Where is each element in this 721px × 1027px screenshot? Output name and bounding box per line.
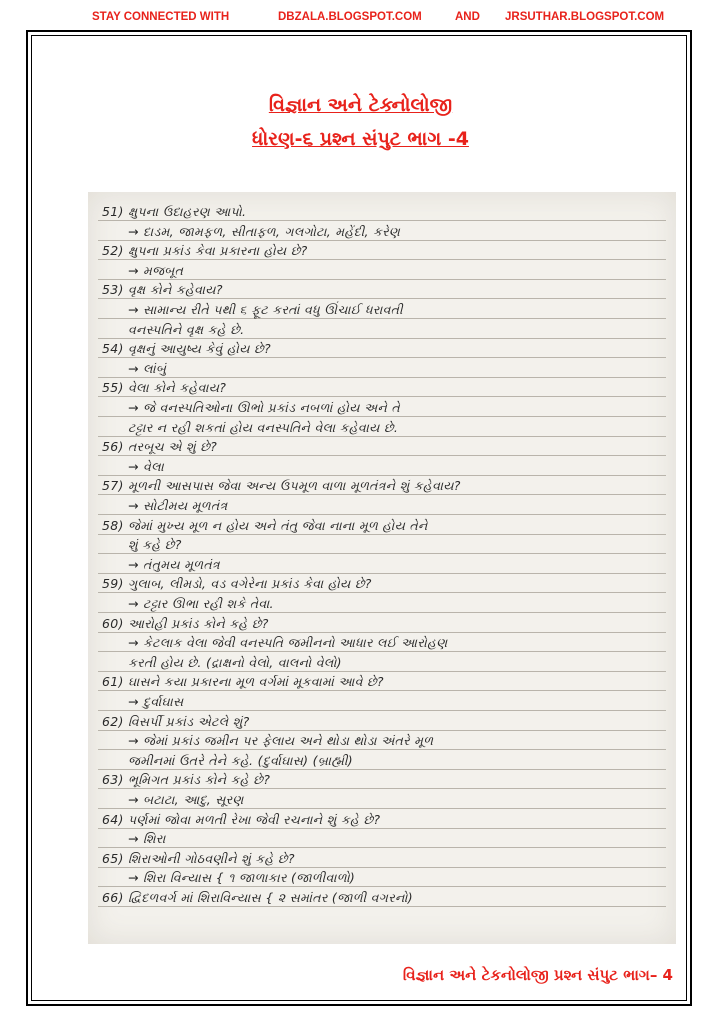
ruled-line xyxy=(98,710,666,711)
note-answer: → દુર્વાઘાસ xyxy=(128,694,184,709)
note-answer: → દાડમ, જામફળ, સીતાફળ, ગલગોટા, મહેંદી, કરેણ xyxy=(128,223,401,239)
note-answer: → સામાન્ય રીતે ૫થી ૬ ફૂટ કરતાં વધુ ઊંચાઈ ધરાવતી xyxy=(128,302,403,317)
ruled-line xyxy=(98,396,666,397)
note-question: 65) શિરાઓની ગોઠવણીને શું કહે છે? xyxy=(102,850,295,866)
handwritten-notes-sheet xyxy=(88,192,676,944)
ruled-line xyxy=(98,240,666,241)
note-question: 64) પર્ણમાં જોવા મળતી રેખા જેવી રચનાને શું કહે છે? xyxy=(102,811,381,827)
footer-title: વિજ્ઞાન અને ટેકનોલોજી પ્રશ્ન સંપુટ ભાગ– 4 xyxy=(402,966,673,984)
note-question: 54) વૃક્ષનું આયુષ્ય કેવું હોય છે? xyxy=(102,341,271,357)
ruled-line xyxy=(98,553,666,554)
note-answer: જમીનમાં ઉતરે તેને કહે. (દુર્વાઘાસ) (બ્રાહ્મી) xyxy=(128,752,353,768)
ruled-line xyxy=(98,749,666,750)
note-question: 60) આરોહી પ્રકાંડ કોને કહે છે? xyxy=(102,615,269,631)
ruled-line xyxy=(98,788,666,789)
note-answer: → શિરા xyxy=(128,831,166,847)
note-answer: વનસ્પતિને વૃક્ષ કહે છે. xyxy=(128,321,245,337)
ruled-line xyxy=(98,592,666,593)
header-bar xyxy=(0,8,721,28)
stay-connected-text: STAY CONNECTED WITH xyxy=(92,11,230,23)
note-answer: શું કહે છે? xyxy=(128,537,182,553)
ruled-line xyxy=(98,867,666,868)
ruled-line xyxy=(98,494,666,495)
note-answer: → સોટીમય મૂળતંત્ર xyxy=(128,498,228,513)
ruled-line xyxy=(98,377,666,378)
ruled-line xyxy=(98,573,666,574)
ruled-line xyxy=(98,808,666,809)
ruled-line xyxy=(98,612,666,613)
note-question: 59) ગુલાબ, લીમડો, વડ વગેરેના પ્રકાંડ કેવા હોય છે? xyxy=(102,576,372,592)
note-question: 66) દ્વિદળવર્ગ માં શિરાવિન્યાસ { ૨ સમાંતર (જાળી વગરનો) xyxy=(102,890,413,905)
note-question: 57) મૂળની આસપાસ જેવા અન્ય ઉપમૂળ વાળા મૂળતંત્રને શું કહેવાય? xyxy=(102,478,461,494)
ruled-line xyxy=(98,318,666,319)
note-answer: → જે વનસ્પતિઓના ઊભો પ્રકાંડ નબળાં હોય અને તે xyxy=(128,400,400,415)
note-question: 58) જેમાં મુખ્ય મૂળ ન હોય અને તંતુ જેવા નાના મૂળ હોય તેને xyxy=(102,517,428,533)
ruled-line xyxy=(98,514,666,515)
note-answer: → તંતુમય મૂળતંત્ર xyxy=(128,556,220,572)
note-answer: → કેટલાક વેલા જેવી વનસ્પતિ જમીનનો આધાર લઈ આરોહણ xyxy=(128,635,448,651)
page-title: વિજ્ઞાન અને ટેક્નોલોજી xyxy=(268,94,453,116)
note-question: 63) ભૂમિગત પ્રકાંડ કોને કહે છે? xyxy=(102,772,271,788)
ruled-line xyxy=(98,906,666,907)
note-question: 62) વિસર્પી પ્રકાંડ એટલે શું? xyxy=(102,713,250,729)
note-answer: → લાંબું xyxy=(128,360,167,376)
ruled-line xyxy=(98,338,666,339)
ruled-line xyxy=(98,455,666,456)
ruled-line xyxy=(98,220,666,221)
note-answer: → જેમાં પ્રકાંડ જમીન પર ફેલાય અને થોડા થોડા અંતરે મૂળ xyxy=(128,733,434,749)
note-question: 51) ક્ષુપના ઉદાહરણ આપો. xyxy=(102,204,247,219)
note-answer: → ટટ્ટાર ઊભા રહી શકે તેવા. xyxy=(128,596,274,611)
ruled-line xyxy=(98,671,666,672)
ruled-line xyxy=(98,847,666,848)
ruled-line xyxy=(98,279,666,280)
note-answer: કરતી હોય છે. (દ્રાક્ષનો વેલો, વાલનો વેલો) xyxy=(128,654,342,670)
note-answer: ટટ્ટાર ન રહી શકતાં હોય વનસ્પતિને વેલા કહેવાય છે. xyxy=(128,419,399,435)
ruled-line xyxy=(98,651,666,652)
ruled-line xyxy=(98,730,666,731)
ruled-line xyxy=(98,886,666,887)
page-subtitle: ધોરણ-૬ પ્રશ્ન સંપુટ ભાગ -4 xyxy=(252,128,469,150)
and-text: AND xyxy=(455,11,480,23)
note-answer: → મજબૂત xyxy=(128,262,184,278)
ruled-line xyxy=(98,828,666,829)
ruled-line xyxy=(98,534,666,535)
ruled-line xyxy=(98,357,666,358)
note-question: 61) ઘાસને કયા પ્રકારના મૂળ વર્ગમાં મૂકવામાં આવે છે? xyxy=(102,674,384,690)
ruled-line xyxy=(98,690,666,691)
site-link-dbzala[interactable]: DBZALA.BLOGSPOT.COM xyxy=(278,11,422,23)
ruled-line xyxy=(98,298,666,299)
ruled-line xyxy=(98,632,666,633)
note-question: 53) વૃક્ષ કોને કહેવાય? xyxy=(102,282,223,298)
note-answer: → વેલા xyxy=(128,458,164,474)
note-question: 55) વેલા કોને કહેવાય? xyxy=(102,380,227,396)
site-link-jrsuthar[interactable]: JRSUTHAR.BLOGSPOT.COM xyxy=(505,11,665,23)
ruled-line xyxy=(98,436,666,437)
ruled-line xyxy=(98,475,666,476)
ruled-line xyxy=(98,769,666,770)
ruled-line xyxy=(98,259,666,260)
note-answer: → શિરા વિન્યાસ { ૧ જાળાકાર (જાળીવાળો) xyxy=(128,870,356,886)
note-answer: → બટાટા, આદુ, સૂરણ xyxy=(128,792,244,807)
ruled-line xyxy=(98,416,666,417)
note-question: 52) ક્ષુપના પ્રકાંડ કેવા પ્રકારના હોય છે? xyxy=(102,243,308,259)
note-question: 56) તરબૂચ એ શું છે? xyxy=(102,439,218,455)
